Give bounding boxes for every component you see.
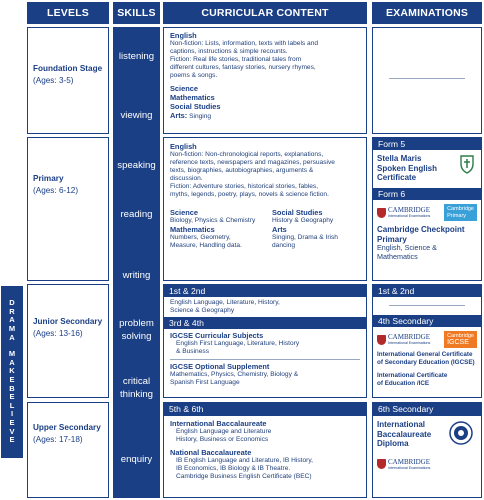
side-letter: M (8, 324, 16, 334)
skill-speaking: speaking (117, 160, 156, 171)
content-line: English Language, Literature, History, (170, 299, 280, 306)
side-letter: B (9, 383, 15, 393)
badge-line: IGCSE (447, 338, 469, 346)
exams-primary (372, 137, 482, 281)
band-5th-6th: 5th & 6th (164, 403, 366, 416)
stella-title: Spoken English (377, 163, 438, 173)
skills-column (113, 27, 160, 498)
side-letter: K (9, 366, 15, 376)
skill-enquiry: enquiry (120, 454, 153, 465)
subject-social: Social Studies (170, 102, 221, 112)
cambridge-logo (377, 459, 477, 470)
checkpoint-sub: English, Science & (377, 243, 437, 252)
nb-heading: National Baccalaureate (170, 448, 252, 458)
exams-junior (372, 284, 482, 398)
skill-viewing: viewing (120, 110, 153, 121)
content-line: Non-fiction: Lists, information, texts with labels and (170, 40, 319, 47)
level-primary (27, 137, 109, 281)
side-letter: A (9, 315, 15, 325)
content-line: discussion. (170, 175, 203, 183)
maths-detail: Measure, Handling data. (170, 241, 242, 249)
igcse-optional-heading: IGCSE Optional Supplement (170, 362, 270, 372)
cambridge-sub: International Examinations (388, 341, 431, 345)
cambridge-word: CAMBRIDGE (388, 333, 431, 341)
band-6th-secondary: 6th Secondary (373, 403, 481, 416)
level-title: Foundation Stage (33, 64, 103, 73)
subject-arts: Arts: (170, 111, 188, 121)
skill-writing: writing (122, 270, 151, 281)
ib-diploma-title: International (377, 420, 426, 429)
level-title: Primary (33, 174, 64, 183)
subject-english: English (170, 31, 197, 40)
divider (389, 305, 465, 306)
content-foundation (163, 27, 367, 134)
subject-maths: Mathematics (170, 93, 215, 103)
level-ages: (Ages: 6-12) (33, 186, 79, 195)
side-letter: D (9, 298, 15, 308)
level-ages: (Ages: 3-5) (33, 76, 74, 85)
skill-solving: solving (121, 331, 152, 342)
cambridge-word: CAMBRIDGE (388, 206, 431, 214)
level-title: Junior Secondary (33, 317, 103, 326)
side-letter: L (9, 400, 15, 410)
science-detail: Biology, Physics & Chemistry (170, 216, 256, 224)
ice-title: International Certificate (377, 372, 448, 380)
level-ages: (Ages: 17-18) (33, 435, 83, 444)
level-foundation (27, 27, 109, 134)
content-line: English Language and Literature (176, 428, 272, 435)
cambridge-shield-icon (377, 208, 386, 218)
content-line: English First Language, Literature, History (176, 340, 300, 348)
skill-critical: critical (122, 376, 151, 387)
content-line: Fiction: Adventure stories, historical stories, fables, (170, 183, 319, 191)
content-line: Science & Geography (170, 307, 235, 315)
side-letter: E (9, 392, 15, 402)
content-line: Fiction: Real life stories, traditional tales from (170, 56, 302, 64)
level-junior (27, 284, 109, 398)
content-junior (163, 284, 367, 398)
header-skills: SKILLS (113, 2, 160, 24)
level-ages: (Ages: 13-16) (33, 329, 83, 338)
header-exams: EXAMINATIONS (372, 2, 482, 24)
content-line: Mathematics, Physics, Chemistry, Biology & (170, 371, 299, 379)
igcse-core-heading: IGCSE Curricular Subjects (170, 331, 264, 341)
band-1st-2nd: 1st & 2nd (164, 285, 366, 297)
subject-maths: Mathematics (170, 224, 215, 234)
content-line: myths, legends, poetry, plays, novels & science fiction. (170, 191, 329, 199)
cambridge-shield-icon (377, 459, 386, 469)
content-line: different cultures, fantasy stories, nursery rhymes, (170, 64, 316, 72)
stella-title: Stella Maris (377, 154, 422, 163)
cambridge-igcse-badge (444, 331, 477, 348)
side-letter: E (9, 417, 15, 427)
cambridge-logo (377, 334, 430, 345)
side-letter: I (10, 409, 14, 419)
subject-arts: Arts (272, 224, 287, 234)
header-levels: LEVELS (27, 2, 109, 24)
arts-detail: Singing, Drama & Irish dancing (272, 233, 338, 249)
ib-diploma-title: Diploma (377, 439, 409, 448)
social-detail: History & Geography (272, 216, 334, 224)
checkpoint-title: Primary (377, 234, 407, 244)
content-line: texts, biographies, autobiographies, arguments & (170, 167, 314, 175)
cambridge-logo (377, 207, 430, 218)
skill-reading: reading (120, 209, 153, 220)
checkpoint-title: Cambridge Checkpoint (377, 225, 465, 234)
ice-title: of Education /ICE (377, 379, 430, 387)
ib-logo-icon (449, 421, 473, 445)
band-4th-secondary: 4th Secondary (373, 315, 481, 327)
level-upper (27, 402, 109, 498)
drama-makebelieve-label (1, 286, 23, 458)
igcse-title: of Secondary Education (IGCSE) (377, 358, 475, 366)
subject-science: Science (170, 207, 198, 217)
exams-upper (372, 402, 482, 498)
band-3rd-4th: 3rd & 4th (164, 317, 366, 329)
ib-heading: International Baccalaureate (170, 419, 267, 428)
side-letter: V (9, 426, 15, 436)
cambridge-word: CAMBRIDGE (388, 457, 431, 466)
badge-line: Cambridge (447, 333, 474, 339)
content-upper (163, 402, 367, 498)
header-content: CURRICULAR CONTENT (163, 2, 367, 24)
band-form5: Form 5 (373, 138, 481, 150)
side-letter: R (9, 306, 15, 316)
side-letter: E (9, 375, 15, 384)
content-primary (163, 137, 367, 281)
side-letter: E (9, 435, 15, 445)
skill-problem: problem (119, 318, 154, 329)
ib-diploma-title: Baccalaureate (377, 429, 432, 439)
content-line: poems & songs. (170, 72, 218, 80)
divider (389, 78, 465, 79)
igcse-title: International General Certificate (377, 351, 473, 358)
content-line: IB Economics, IB Biology & IB Theatre. (176, 465, 291, 473)
content-line: History, Business or Economics (176, 436, 269, 444)
side-letter: A (9, 357, 15, 367)
cambridge-sub: International Examinations (388, 214, 431, 218)
subject-english: English (170, 142, 197, 151)
skill-listening: listening (118, 51, 155, 62)
content-line: Non-fiction: Non-chronological reports, explanations, (170, 151, 324, 158)
badge-line: Cambridge (447, 206, 474, 212)
cambridge-primary-badge (444, 204, 477, 221)
badge-line: Primary (447, 212, 467, 219)
cambridge-sub: International Examinations (388, 465, 431, 470)
maths-detail: Numbers, Geometry, (170, 233, 231, 241)
subject-social: Social Studies (272, 207, 323, 217)
band-form6: Form 6 (373, 188, 481, 200)
skill-thinking: thinking (119, 389, 154, 400)
content-line: & Business (176, 348, 209, 356)
exams-foundation (372, 27, 482, 134)
cambridge-shield-icon (377, 335, 386, 345)
content-line: Spanish First Language (170, 379, 240, 387)
side-letter: A (9, 332, 15, 342)
subject-science: Science (170, 84, 198, 94)
band-1st-2nd: 1st & 2nd (373, 285, 481, 297)
content-line: IB English Language and Literature, IB History, (176, 457, 313, 465)
stella-maris-crest-icon (459, 154, 475, 174)
stella-title: Certificate (377, 173, 417, 182)
side-letter: M (8, 349, 16, 359)
arts-value: Singing (189, 113, 212, 121)
content-line: captions, instructions & simple recounts. (170, 48, 288, 56)
level-title: Upper Secondary (33, 423, 101, 432)
content-line: Cambridge Business English Certificate (BEC) (176, 473, 312, 481)
checkpoint-sub: Mathematics (377, 251, 418, 261)
content-line: reference texts, newspapers and magazines, persuasive (170, 159, 335, 167)
